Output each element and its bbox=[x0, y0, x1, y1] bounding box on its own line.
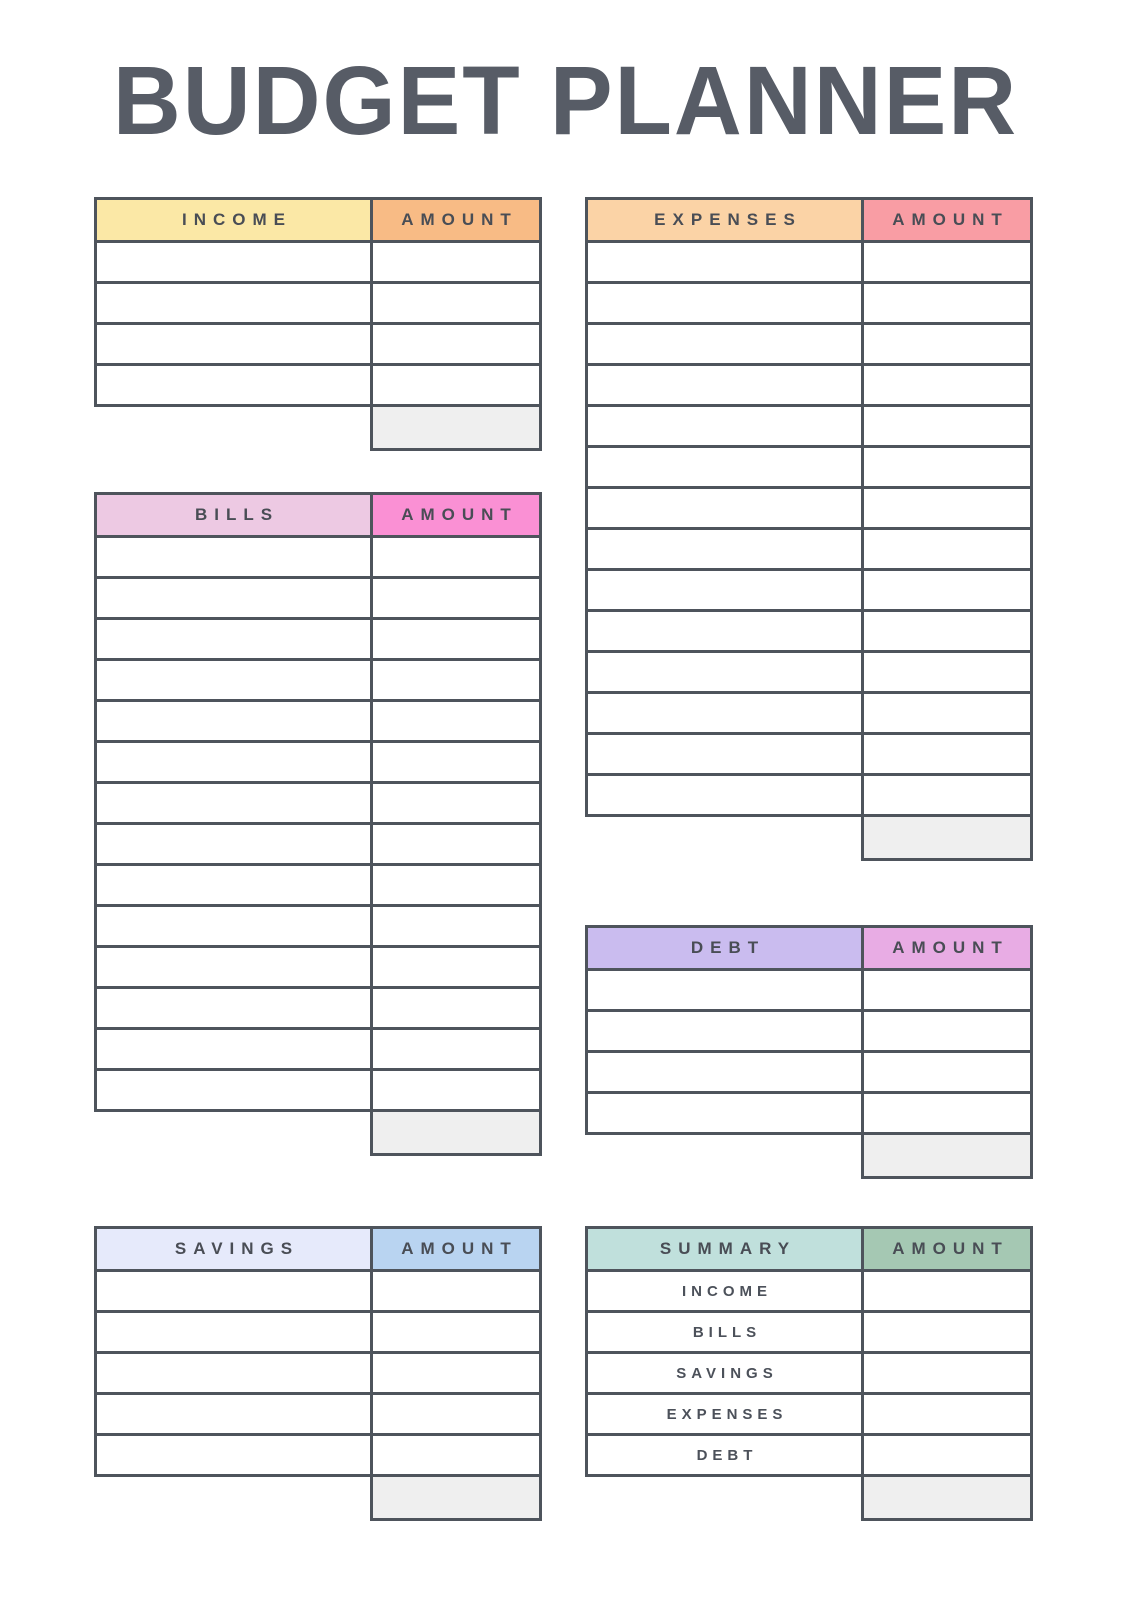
bills-amount-cell bbox=[373, 579, 539, 617]
summary-row bbox=[588, 1392, 1030, 1433]
income-amount-cell bbox=[373, 366, 539, 404]
bills-row bbox=[97, 1068, 539, 1109]
savings-entry-cell bbox=[97, 1313, 373, 1351]
summary-entry-cell: DEBT bbox=[588, 1436, 864, 1474]
bills-entry-cell bbox=[97, 866, 373, 904]
bills-amount-cell bbox=[373, 661, 539, 699]
bills-grid bbox=[94, 492, 542, 1112]
debt-table bbox=[585, 925, 1033, 1179]
bills-row bbox=[97, 740, 539, 781]
income-entry-cell bbox=[97, 325, 373, 363]
debt-entry-cell bbox=[588, 1053, 864, 1091]
summary-amount-cell bbox=[864, 1395, 1030, 1433]
savings-grid bbox=[94, 1226, 542, 1477]
bills-amount-cell bbox=[373, 784, 539, 822]
summary-entry-cell: INCOME bbox=[588, 1272, 864, 1310]
income-amount-cell bbox=[373, 325, 539, 363]
debt-header-row bbox=[588, 928, 1030, 968]
expenses-total-cell bbox=[861, 817, 1033, 861]
bills-row bbox=[97, 863, 539, 904]
debt-header-label: DEBT bbox=[588, 928, 864, 968]
bills-entry-cell bbox=[97, 1071, 373, 1109]
expenses-amount-cell bbox=[864, 694, 1030, 732]
expenses-entry-cell bbox=[588, 243, 864, 281]
bills-table bbox=[94, 492, 542, 1156]
expenses-entry-cell bbox=[588, 325, 864, 363]
summary-row bbox=[588, 1351, 1030, 1392]
expenses-row bbox=[588, 322, 1030, 363]
expenses-amount-cell bbox=[864, 530, 1030, 568]
expenses-total-spacer bbox=[585, 817, 861, 861]
bills-entry-cell bbox=[97, 989, 373, 1027]
bills-row bbox=[97, 576, 539, 617]
savings-total-bar bbox=[94, 1477, 542, 1521]
page-title: BUDGET PLANNER bbox=[112, 45, 1019, 155]
summary-entry-cell: EXPENSES bbox=[588, 1395, 864, 1433]
savings-row bbox=[97, 1433, 539, 1474]
expenses-amount-cell bbox=[864, 653, 1030, 691]
savings-entry-cell bbox=[97, 1354, 373, 1392]
bills-row bbox=[97, 986, 539, 1027]
debt-entry-cell bbox=[588, 1012, 864, 1050]
income-total-spacer bbox=[94, 407, 370, 451]
income-row bbox=[97, 363, 539, 404]
summary-header-label: SUMMARY bbox=[588, 1229, 864, 1269]
debt-amount-cell bbox=[864, 1094, 1030, 1132]
bills-row bbox=[97, 945, 539, 986]
debt-amount-cell bbox=[864, 971, 1030, 1009]
expenses-row bbox=[588, 527, 1030, 568]
bills-row bbox=[97, 699, 539, 740]
expenses-entry-cell bbox=[588, 694, 864, 732]
summary-grid bbox=[585, 1226, 1033, 1477]
expenses-amount-cell bbox=[864, 407, 1030, 445]
income-entry-cell bbox=[97, 366, 373, 404]
bills-row bbox=[97, 822, 539, 863]
summary-header-row bbox=[588, 1229, 1030, 1269]
savings-amount-cell bbox=[373, 1313, 539, 1351]
bills-entry-cell bbox=[97, 661, 373, 699]
expenses-row bbox=[588, 486, 1030, 527]
bills-entry-cell bbox=[97, 702, 373, 740]
income-entry-cell bbox=[97, 284, 373, 322]
debt-total-cell bbox=[861, 1135, 1033, 1179]
income-row bbox=[97, 240, 539, 281]
savings-amount-cell bbox=[373, 1395, 539, 1433]
bills-total-bar bbox=[94, 1112, 542, 1156]
bills-amount-header: AMOUNT bbox=[373, 495, 539, 535]
savings-entry-cell bbox=[97, 1395, 373, 1433]
bills-row bbox=[97, 1027, 539, 1068]
savings-row bbox=[97, 1269, 539, 1310]
expenses-entry-cell bbox=[588, 530, 864, 568]
expenses-entry-cell bbox=[588, 571, 864, 609]
expenses-amount-cell bbox=[864, 776, 1030, 814]
expenses-amount-cell bbox=[864, 448, 1030, 486]
bills-amount-cell bbox=[373, 948, 539, 986]
bills-row bbox=[97, 617, 539, 658]
summary-table bbox=[585, 1226, 1033, 1521]
bills-entry-cell bbox=[97, 538, 373, 576]
expenses-row bbox=[588, 240, 1030, 281]
bills-amount-cell bbox=[373, 620, 539, 658]
bills-entry-cell bbox=[97, 948, 373, 986]
expenses-amount-cell bbox=[864, 366, 1030, 404]
expenses-entry-cell bbox=[588, 366, 864, 404]
savings-table bbox=[94, 1226, 542, 1521]
expenses-amount-header: AMOUNT bbox=[864, 200, 1030, 240]
savings-header-label: SAVINGS bbox=[97, 1229, 373, 1269]
expenses-amount-cell bbox=[864, 735, 1030, 773]
savings-amount-cell bbox=[373, 1354, 539, 1392]
expenses-amount-cell bbox=[864, 243, 1030, 281]
bills-amount-cell bbox=[373, 1030, 539, 1068]
expenses-row bbox=[588, 732, 1030, 773]
income-total-cell bbox=[370, 407, 542, 451]
bills-amount-cell bbox=[373, 702, 539, 740]
savings-entry-cell bbox=[97, 1436, 373, 1474]
bills-row bbox=[97, 904, 539, 945]
expenses-entry-cell bbox=[588, 407, 864, 445]
debt-entry-cell bbox=[588, 1094, 864, 1132]
expenses-grid bbox=[585, 197, 1033, 817]
summary-total-cell bbox=[861, 1477, 1033, 1521]
bills-amount-cell bbox=[373, 907, 539, 945]
bills-entry-cell bbox=[97, 907, 373, 945]
debt-grid bbox=[585, 925, 1033, 1135]
bills-total-cell bbox=[370, 1112, 542, 1156]
income-amount-header: AMOUNT bbox=[373, 200, 539, 240]
bills-entry-cell bbox=[97, 743, 373, 781]
bills-entry-cell bbox=[97, 784, 373, 822]
summary-amount-cell bbox=[864, 1354, 1030, 1392]
bills-row bbox=[97, 658, 539, 699]
savings-amount-header: AMOUNT bbox=[373, 1229, 539, 1269]
savings-row bbox=[97, 1392, 539, 1433]
bills-entry-cell bbox=[97, 579, 373, 617]
income-amount-cell bbox=[373, 243, 539, 281]
debt-row bbox=[588, 1009, 1030, 1050]
debt-amount-cell bbox=[864, 1053, 1030, 1091]
expenses-row bbox=[588, 281, 1030, 322]
expenses-header-label: EXPENSES bbox=[588, 200, 864, 240]
income-amount-cell bbox=[373, 284, 539, 322]
bills-total-spacer bbox=[94, 1112, 370, 1156]
savings-row bbox=[97, 1310, 539, 1351]
income-row bbox=[97, 322, 539, 363]
debt-entry-cell bbox=[588, 971, 864, 1009]
expenses-amount-cell bbox=[864, 284, 1030, 322]
summary-total-bar bbox=[585, 1477, 1033, 1521]
expenses-entry-cell bbox=[588, 448, 864, 486]
bills-entry-cell bbox=[97, 620, 373, 658]
bills-row bbox=[97, 535, 539, 576]
income-row bbox=[97, 281, 539, 322]
debt-total-spacer bbox=[585, 1135, 861, 1179]
savings-amount-cell bbox=[373, 1272, 539, 1310]
expenses-entry-cell bbox=[588, 653, 864, 691]
debt-total-bar bbox=[585, 1135, 1033, 1179]
expenses-row bbox=[588, 445, 1030, 486]
expenses-entry-cell bbox=[588, 735, 864, 773]
bills-amount-cell bbox=[373, 1071, 539, 1109]
summary-row bbox=[588, 1433, 1030, 1474]
expenses-header-row bbox=[588, 200, 1030, 240]
summary-entry-cell: SAVINGS bbox=[588, 1354, 864, 1392]
bills-header-row bbox=[97, 495, 539, 535]
income-table bbox=[94, 197, 542, 451]
expenses-row bbox=[588, 773, 1030, 814]
income-entry-cell bbox=[97, 243, 373, 281]
summary-row bbox=[588, 1310, 1030, 1351]
expenses-entry-cell bbox=[588, 776, 864, 814]
expenses-row bbox=[588, 568, 1030, 609]
expenses-row bbox=[588, 691, 1030, 732]
debt-row bbox=[588, 1091, 1030, 1132]
bills-row bbox=[97, 781, 539, 822]
income-header-row bbox=[97, 200, 539, 240]
savings-entry-cell bbox=[97, 1272, 373, 1310]
savings-total-cell bbox=[370, 1477, 542, 1521]
savings-total-spacer bbox=[94, 1477, 370, 1521]
summary-total-spacer bbox=[585, 1477, 861, 1521]
expenses-entry-cell bbox=[588, 489, 864, 527]
bills-amount-cell bbox=[373, 825, 539, 863]
expenses-entry-cell bbox=[588, 612, 864, 650]
bills-amount-cell bbox=[373, 866, 539, 904]
expenses-amount-cell bbox=[864, 571, 1030, 609]
income-total-bar bbox=[94, 407, 542, 451]
expenses-total-bar bbox=[585, 817, 1033, 861]
expenses-row bbox=[588, 609, 1030, 650]
income-header-label: INCOME bbox=[97, 200, 373, 240]
expenses-table bbox=[585, 197, 1033, 861]
income-grid bbox=[94, 197, 542, 407]
expenses-amount-cell bbox=[864, 612, 1030, 650]
bills-amount-cell bbox=[373, 538, 539, 576]
expenses-entry-cell bbox=[588, 284, 864, 322]
expenses-amount-cell bbox=[864, 325, 1030, 363]
bills-entry-cell bbox=[97, 825, 373, 863]
expenses-row bbox=[588, 404, 1030, 445]
savings-row bbox=[97, 1351, 539, 1392]
debt-amount-header: AMOUNT bbox=[864, 928, 1030, 968]
summary-amount-cell bbox=[864, 1313, 1030, 1351]
bills-entry-cell bbox=[97, 1030, 373, 1068]
debt-row bbox=[588, 968, 1030, 1009]
expenses-row bbox=[588, 650, 1030, 691]
savings-amount-cell bbox=[373, 1436, 539, 1474]
summary-amount-cell bbox=[864, 1272, 1030, 1310]
debt-row bbox=[588, 1050, 1030, 1091]
bills-amount-cell bbox=[373, 743, 539, 781]
summary-entry-cell: BILLS bbox=[588, 1313, 864, 1351]
bills-header-label: BILLS bbox=[97, 495, 373, 535]
expenses-amount-cell bbox=[864, 489, 1030, 527]
summary-amount-cell bbox=[864, 1436, 1030, 1474]
bills-amount-cell bbox=[373, 989, 539, 1027]
summary-row bbox=[588, 1269, 1030, 1310]
expenses-row bbox=[588, 363, 1030, 404]
savings-header-row bbox=[97, 1229, 539, 1269]
summary-amount-header: AMOUNT bbox=[864, 1229, 1030, 1269]
debt-amount-cell bbox=[864, 1012, 1030, 1050]
